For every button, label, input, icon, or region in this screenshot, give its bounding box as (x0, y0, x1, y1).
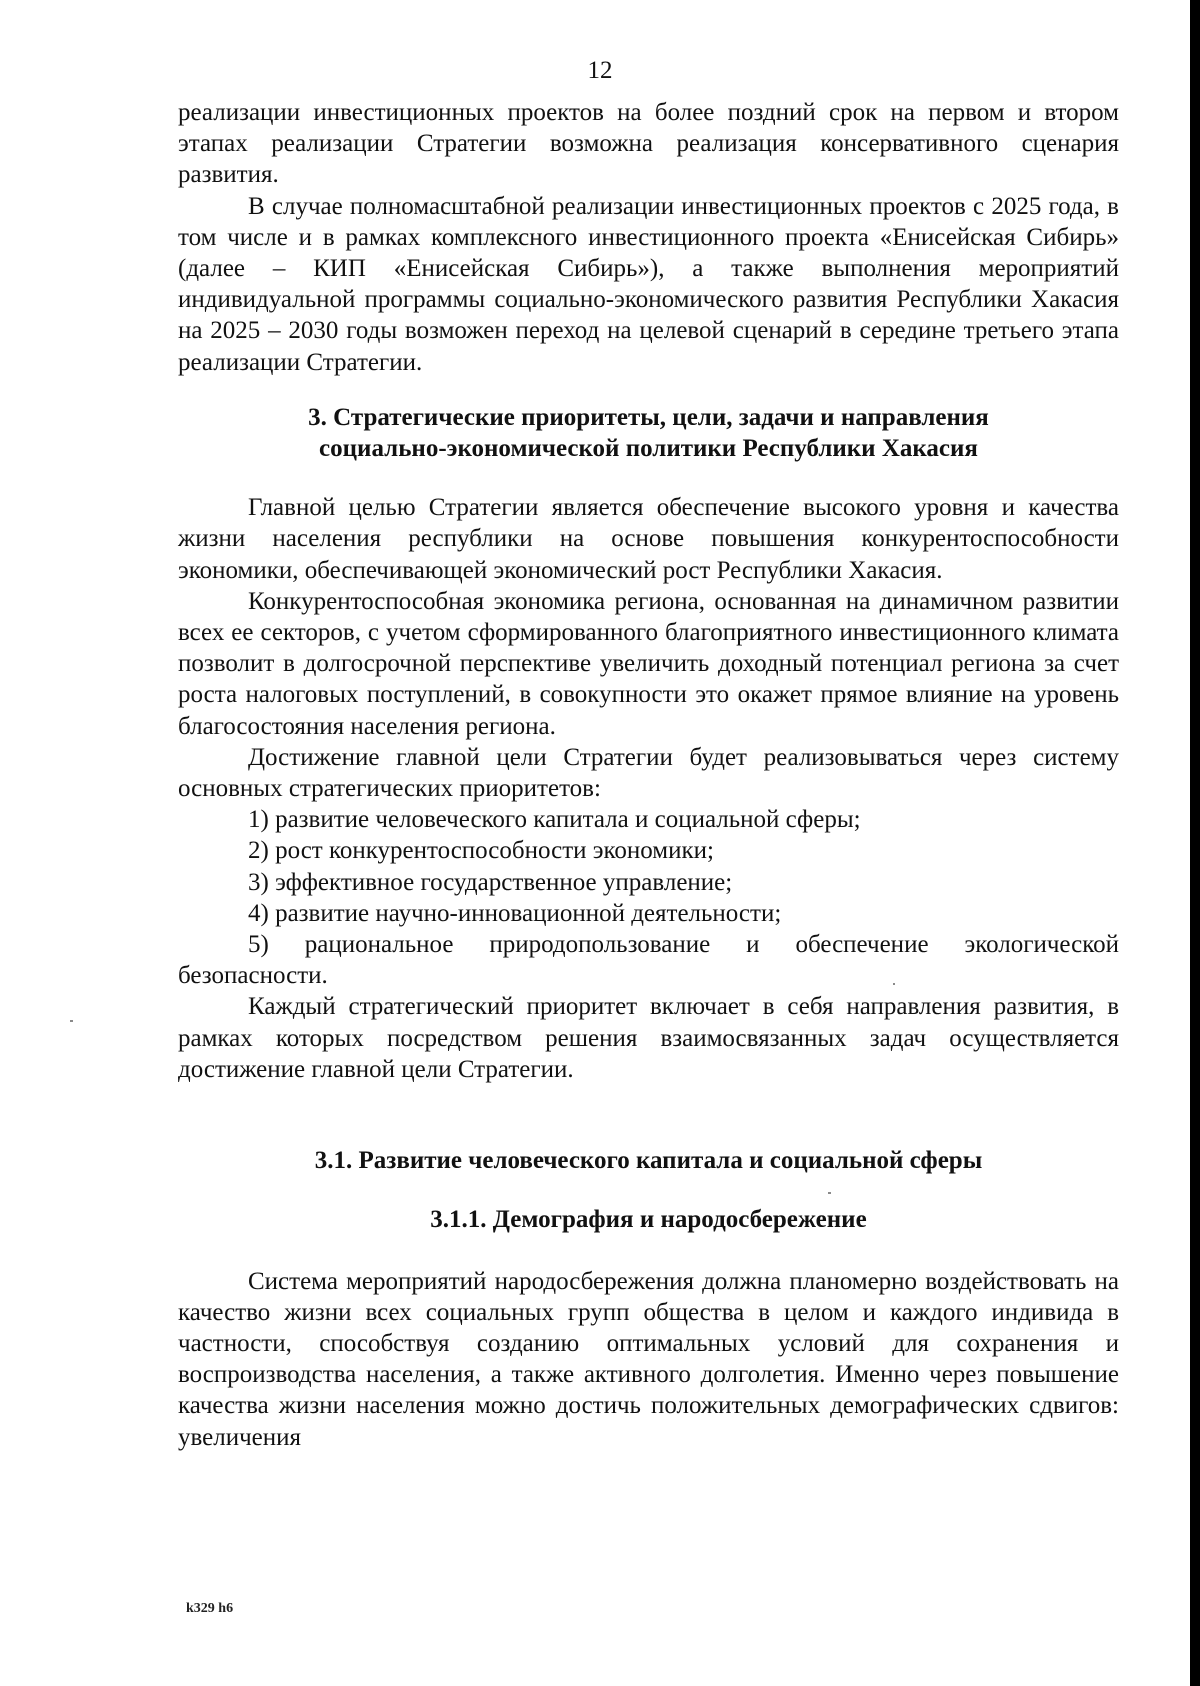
priorities-list (178, 804, 1119, 991)
paragraph-full-scenario: В случае полномасштабной реализации инвестиционных проектов с 2025 года, в том числе и в рамках комплексного инвестиционного проекта «Енисейская Сибирь» (далее – КИП «Енисейская Сибирь»), а также выполнения мероприятий индивидуальной программы социально-экономического развития Республики Хакасия на 2025 – 2030 годы возможен переход на целевой сценарий в середине третьего этапа реализации Стратегии. (178, 192, 1119, 376)
paragraph-priorities-intro: Достижение главной цели Стратегии будет реализовываться через систему основных стратегических приоритетов: (178, 743, 1119, 803)
paragraph-main-goal: Главной целью Стратегии является обеспечение высокого уровня и качества жизни населения республики на основе повышения конкурентоспособности экономики, обеспечивающей экономический рост Республики Хакасия. (178, 494, 1119, 584)
footer-document-code: k329 h6 (186, 1601, 234, 1616)
list-item: 4) развитие научно-инновационной деятельности; (248, 899, 782, 927)
section-3-1-1-heading: 3.1.1. Демография и народосбережение (430, 1206, 867, 1234)
paragraph-demography: Система мероприятий народосбережения должна планомерно воздействовать на качество жизни всех социальных групп общества в целом и каждого индивида в частности, способствуя созданию оптимальных условий для сохранения и воспроизводства населения, а также активного долголетия. Именно через повышение качества жизни населения можно достичь положительных демографических сдвигов: увеличения (178, 1267, 1119, 1451)
list-item: 3) эффективное государственное управление; (248, 868, 733, 896)
section-3-heading-line-2: социально-экономической политики Республики Хакасия (319, 435, 978, 463)
section-3-1-heading: 3.1. Развитие человеческого капитала и социальной сферы (314, 1147, 983, 1175)
paragraph-directions: Каждый стратегический приоритет включает в себя направления развития, в рамках которых посредством решения взаимосвязанных задач осуществляется достижение главной цели Стратегии. (178, 993, 1119, 1083)
page-number: 12 (587, 57, 613, 84)
list-item: 2) рост конкурентоспособности экономики; (248, 837, 714, 865)
page-body (178, 97, 1119, 1453)
section-3-heading-line-1: 3. Стратегические приоритеты, цели, задачи и направления (308, 403, 989, 431)
list-item: 1) развитие человеческого капитала и социальной сферы; (248, 806, 861, 834)
scan-speck (70, 1020, 73, 1022)
paragraph-competitive-economy: Конкурентоспособная экономика региона, основанная на динамичном развитии всех ее секторов, с учетом сформированного благоприятного инвестиционного климата позволит в долгосрочной перспективе увеличить доходный потенциал региона за счет роста налоговых поступлений, в совокупности это окажет прямое влияние на уровень благосостояния населения региона. (178, 587, 1119, 740)
scan-speck (893, 983, 895, 985)
scan-speck (828, 1192, 831, 1194)
paragraph-continuation: реализации инвестиционных проектов на более поздний срок на первом и втором этапах реализации Стратегии возможна реализация консервативного сценария развития. (178, 99, 1119, 189)
section-3-heading (178, 402, 1119, 464)
list-item: 5) рациональное природопользование и обеспечение экологической безопасности. (178, 931, 1119, 990)
scan-edge (1190, 0, 1200, 1686)
